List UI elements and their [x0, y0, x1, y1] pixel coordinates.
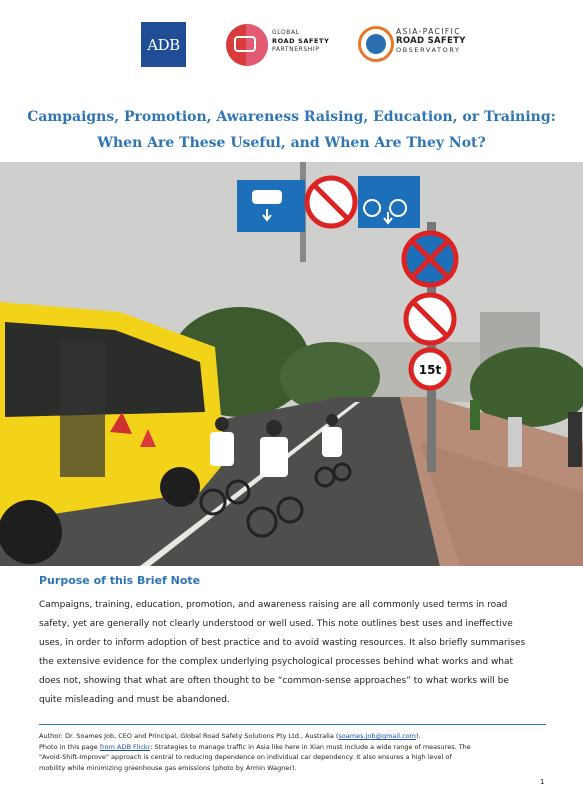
title-line-1: Campaigns, Promotion, Awareness Raising, Education, or Training: — [27, 109, 556, 125]
grsp-logo-text — [272, 29, 329, 54]
page-number: 1 — [540, 778, 545, 786]
grsp-logo — [226, 22, 356, 72]
adb-logo-text: ADB — [147, 35, 180, 54]
photo-credit-text: : Strategies to manage traffic in Asia like here in Xian must include a wide range of measures. The — [150, 742, 471, 751]
page-title — [0, 104, 583, 156]
footnote — [39, 731, 549, 773]
apso-line2: ROAD SAFETY — [396, 36, 466, 46]
paragraph-line: safety, yet are generally not clearly understood or well used. This note outlines best uses and ineffective — [39, 619, 513, 629]
paragraph-line: Campaigns, training, education, promotion, and awareness raising are all commonly used terms in road — [39, 600, 508, 610]
footer-divider — [39, 724, 546, 725]
paragraph-line: uses, in order to inform adoption of best practice and to avoid wasting resources. It also briefly summarises — [39, 638, 526, 648]
apso-line1: ASIA-PACIFIC — [396, 27, 461, 36]
photo-credit-prefix: Photo in this page — [39, 742, 100, 751]
author-text: Author: Dr. Soames Job, CEO and Principal, Global Road Safety Solutions Pty Ltd., Australia ( — [39, 732, 339, 740]
speed-limit-sign-text: 15t — [418, 363, 442, 377]
paragraph-line: the extensive evidence for the complex underlying psychological processes behind what works and what — [39, 657, 514, 667]
globe-icon — [358, 26, 394, 62]
adb-logo — [141, 22, 186, 67]
author-suffix: ). — [415, 732, 421, 740]
adb-flickr-link[interactable]: from ADB Flickr — [99, 742, 151, 751]
photo-credit-line-4: mobility while minimizing greenhouse gas emissions (photo by Armin Wagner). — [39, 763, 297, 772]
purpose-paragraph — [39, 596, 544, 710]
grsp-line3: PARTNERSHIP — [272, 46, 320, 53]
grsp-emblem-icon — [226, 24, 268, 66]
title-line-2: When Are These Useful, and When Are They Not? — [97, 135, 486, 151]
grsp-line1: GLOBAL — [272, 29, 300, 36]
street-photo — [0, 162, 583, 566]
apso-logo — [358, 22, 478, 72]
apso-logo-text — [396, 27, 466, 54]
street-scene-image — [0, 162, 583, 566]
paragraph-line: does not, showing that what are often thought to be “common-sense approaches” to what works will be — [39, 676, 509, 686]
author-line — [39, 731, 549, 742]
section-heading: Purpose of this Brief Note — [39, 574, 201, 587]
paragraph-line: quite misleading and must be abandoned. — [39, 695, 230, 705]
grsp-line2: ROAD SAFETY — [272, 37, 330, 45]
logo-bar — [0, 22, 583, 72]
apso-line3: OBSERVATORY — [396, 46, 461, 54]
photo-credit-line-3: "Avoid-Shift-Improve" approach is central to reducing dependence on individual car dependency. It also ensures a high level of — [39, 753, 452, 761]
photo-credit-line — [39, 742, 549, 753]
author-email-link[interactable]: soames.job@gmail.com — [338, 732, 416, 740]
